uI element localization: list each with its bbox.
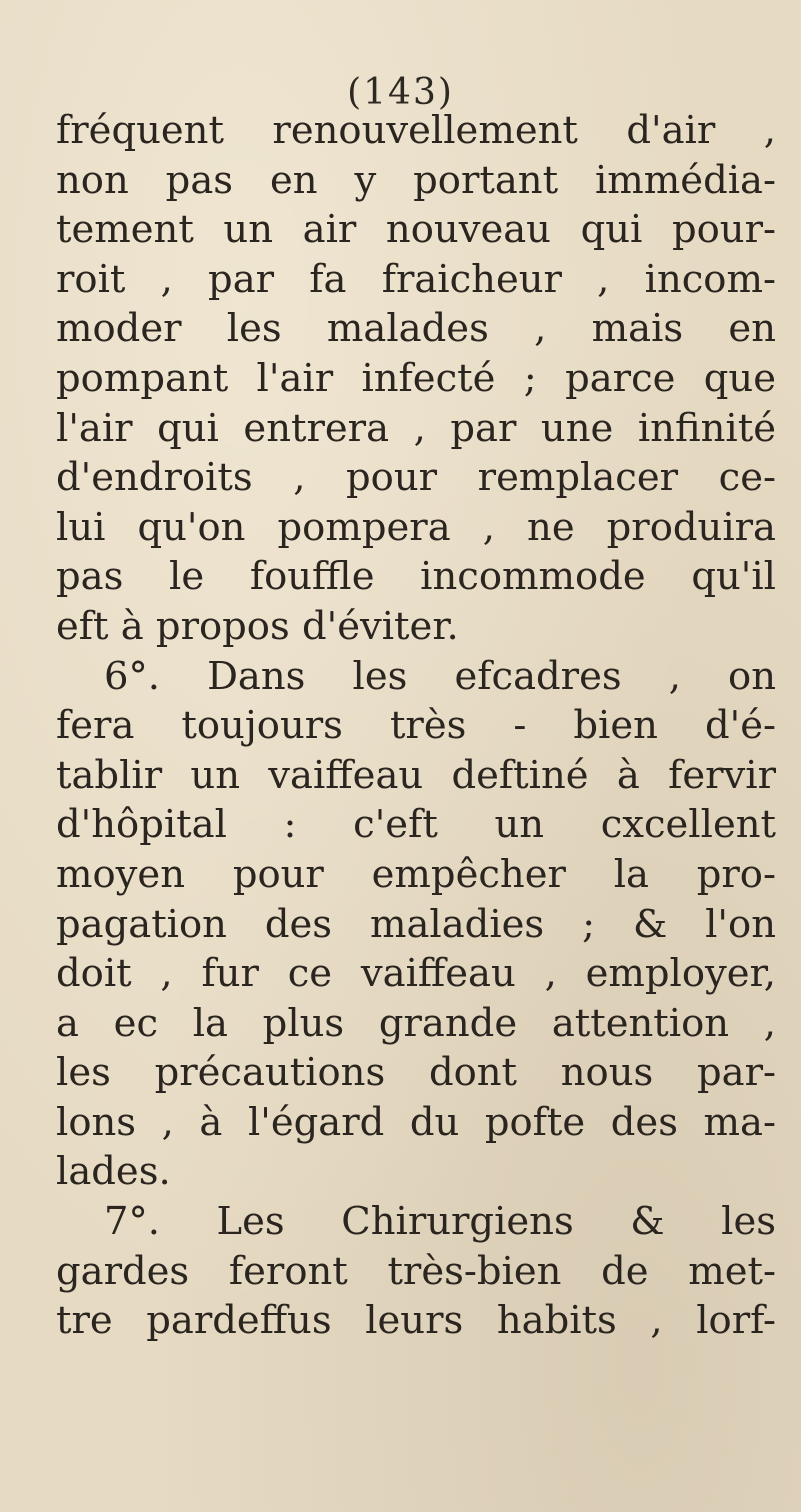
text-line: fera toujours très - bien d'é-	[56, 703, 776, 749]
text-line: pagation des maladies ; & l'on	[56, 901, 776, 947]
text-line: tablir un vaiffeau deftiné à fervir	[56, 752, 776, 798]
text-line: a ec la plus grande attention ,	[56, 1000, 776, 1046]
paragraph-start-line: 7°. Les Chirurgiens & les	[104, 1199, 776, 1245]
paragraph-end-line: eft à propos d'éviter.	[56, 603, 459, 649]
text-line: tement un air nouveau qui pour-	[56, 207, 776, 253]
body-text	[56, 106, 776, 1346]
text-line: moder les malades , mais en	[56, 306, 776, 352]
text-line: l'air qui entrera , par une infinité	[56, 405, 776, 451]
text-line: les précautions dont nous par-	[56, 1050, 776, 1096]
paragraph-end-line: lades.	[56, 1149, 171, 1195]
text-line: doit , fur ce vaiffeau , employer,	[56, 951, 776, 997]
text-line: fréquent renouvellement d'air ,	[56, 108, 776, 153]
text-line: moyen pour empêcher la pro-	[56, 851, 776, 897]
text-line: roit , par fa fraicheur , incom-	[56, 256, 776, 302]
text-line: lons , à l'égard du pofte des ma-	[56, 1099, 776, 1145]
paragraph-start-line: 6°. Dans les efcadres , on	[104, 653, 776, 699]
text-line: lui qu'on pompera , ne produira	[56, 504, 776, 550]
text-line: d'hôpital : c'eft un cxcellent	[56, 802, 776, 848]
text-line: non pas en y portant immédia-	[56, 157, 776, 203]
text-line: pas le fouffle incommode qu'il	[56, 554, 776, 600]
text-line: gardes feront très-bien de met-	[56, 1248, 776, 1294]
text-line: pompant l'air infecté ; parce que	[56, 355, 776, 401]
page-number: (143)	[347, 72, 454, 113]
text-line: d'endroits , pour remplacer ce-	[56, 455, 776, 501]
text-line: tre pardeffus leurs habits , lorf-	[56, 1298, 776, 1344]
